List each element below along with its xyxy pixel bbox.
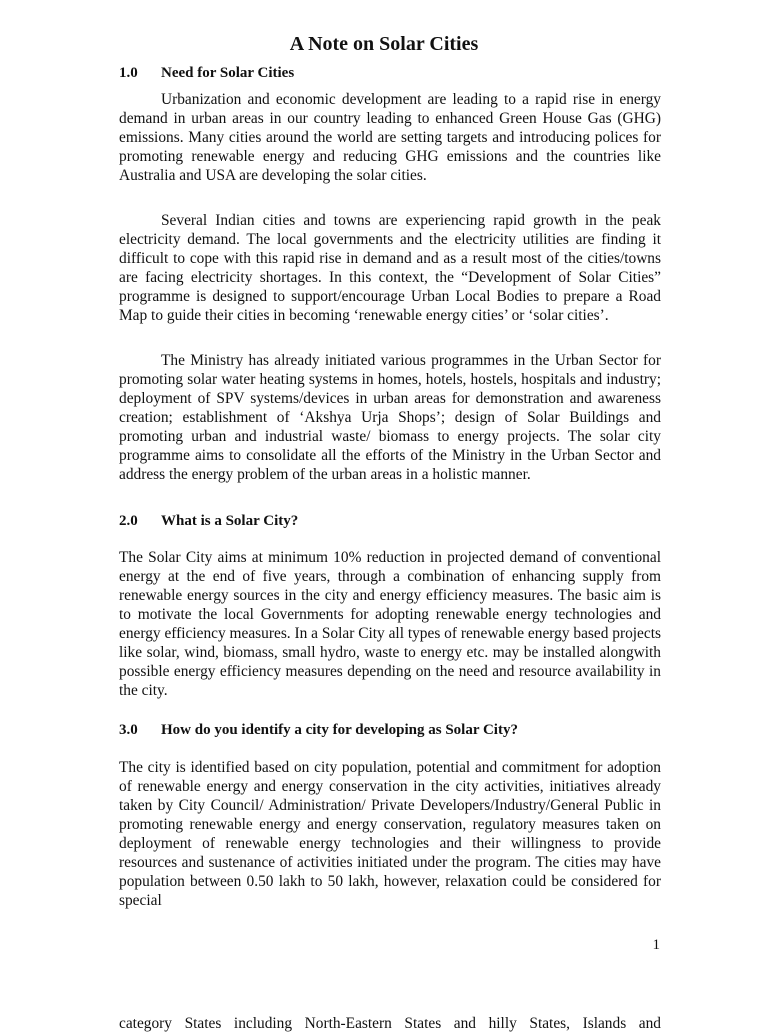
paragraph-3-1: The city is identified based on city population, potential and commitment for adoption of renewable energy and energy conservation in the city activities, initiatives already taken by City Council/ Administration/ Private Developers/Industry/General Public in promoting renewable energy and energy conservation, regulatory measures taken on deployment of renewable energy technologies and their willingness to provide resources and sustenance of activities initiated under the program. The cities may have population between 0.50 lakh to 50 lakh, however, relaxation could be considered for special	[119, 759, 661, 909]
paragraph-1-3: The Ministry has already initiated various programmes in the Urban Sector for promoting solar water heating systems in homes, hotels, hostels, hospitals and industry; deployment of SPV systems/devices in urban areas for demonstration and awareness creation; establishment of ‘Akshya Urja Shops’; design of Solar Buildings and promoting urban and industrial waste/ biomass to energy projects. The solar city programme aims to consolidate all the efforts of the Ministry in the Urban Sector and address the energy problem of the urban areas in a holistic manner.	[119, 352, 661, 483]
paragraph-1-1: Urbanization and economic development are leading to a rapid rise in energy demand in urban areas in our country leading to enhanced Green House Gas (GHG) emissions. Many cities around the world are setting targets and introducing polices for promoting renewable energy and reducing GHG emissions and the countries like Australia and USA are developing the solar cities.	[119, 91, 661, 184]
section-heading-2	[119, 511, 298, 531]
next-page-text: category States including North-Eastern States and hilly States, Islands and	[119, 1015, 661, 1032]
section-heading-3	[119, 720, 518, 740]
section-title-1: Need for Solar Cities	[161, 65, 295, 81]
page-break	[0, 980, 768, 981]
section-title-2: What is a Solar City?	[161, 513, 299, 529]
section-number-2: 2.0	[119, 513, 138, 529]
document-title: A Note on Solar Cities	[289, 33, 479, 55]
section-heading-1	[119, 63, 294, 83]
paragraph-2-1: The Solar City aims at minimum 10% reduction in projected demand of conventional energy at the end of five years, through a combination of enhancing supply from renewable energy sources in the city and energy efficiency measures. The basic aim is to motivate the local Governments for adopting renewable energy technologies and energy efficiency measures. In a Solar City all types of renewable energy based projects like solar, wind, biomass, small hydro, waste to energy etc. may be installed alongwith possible energy efficiency measures depending on the need and resource availability in the city.	[119, 549, 661, 699]
page-number: 1	[652, 937, 660, 953]
section-number-3: 3.0	[119, 722, 138, 738]
section-title-3: How do you identify a city for developing as Solar City?	[161, 722, 518, 738]
section-number-1: 1.0	[119, 65, 138, 81]
paragraph-1-2: Several Indian cities and towns are experiencing rapid growth in the peak electricity demand. The local governments and the electricity utilities are finding it difficult to cope with this rapid rise in demand and as a result most of the cities/towns are facing electricity shortages. In this context, the “Development of Solar Cities” programme is designed to support/encourage Urban Local Bodies to prepare a Road Map to guide their cities in becoming ‘renewable energy cities’ or ‘solar cities’.	[119, 212, 661, 324]
